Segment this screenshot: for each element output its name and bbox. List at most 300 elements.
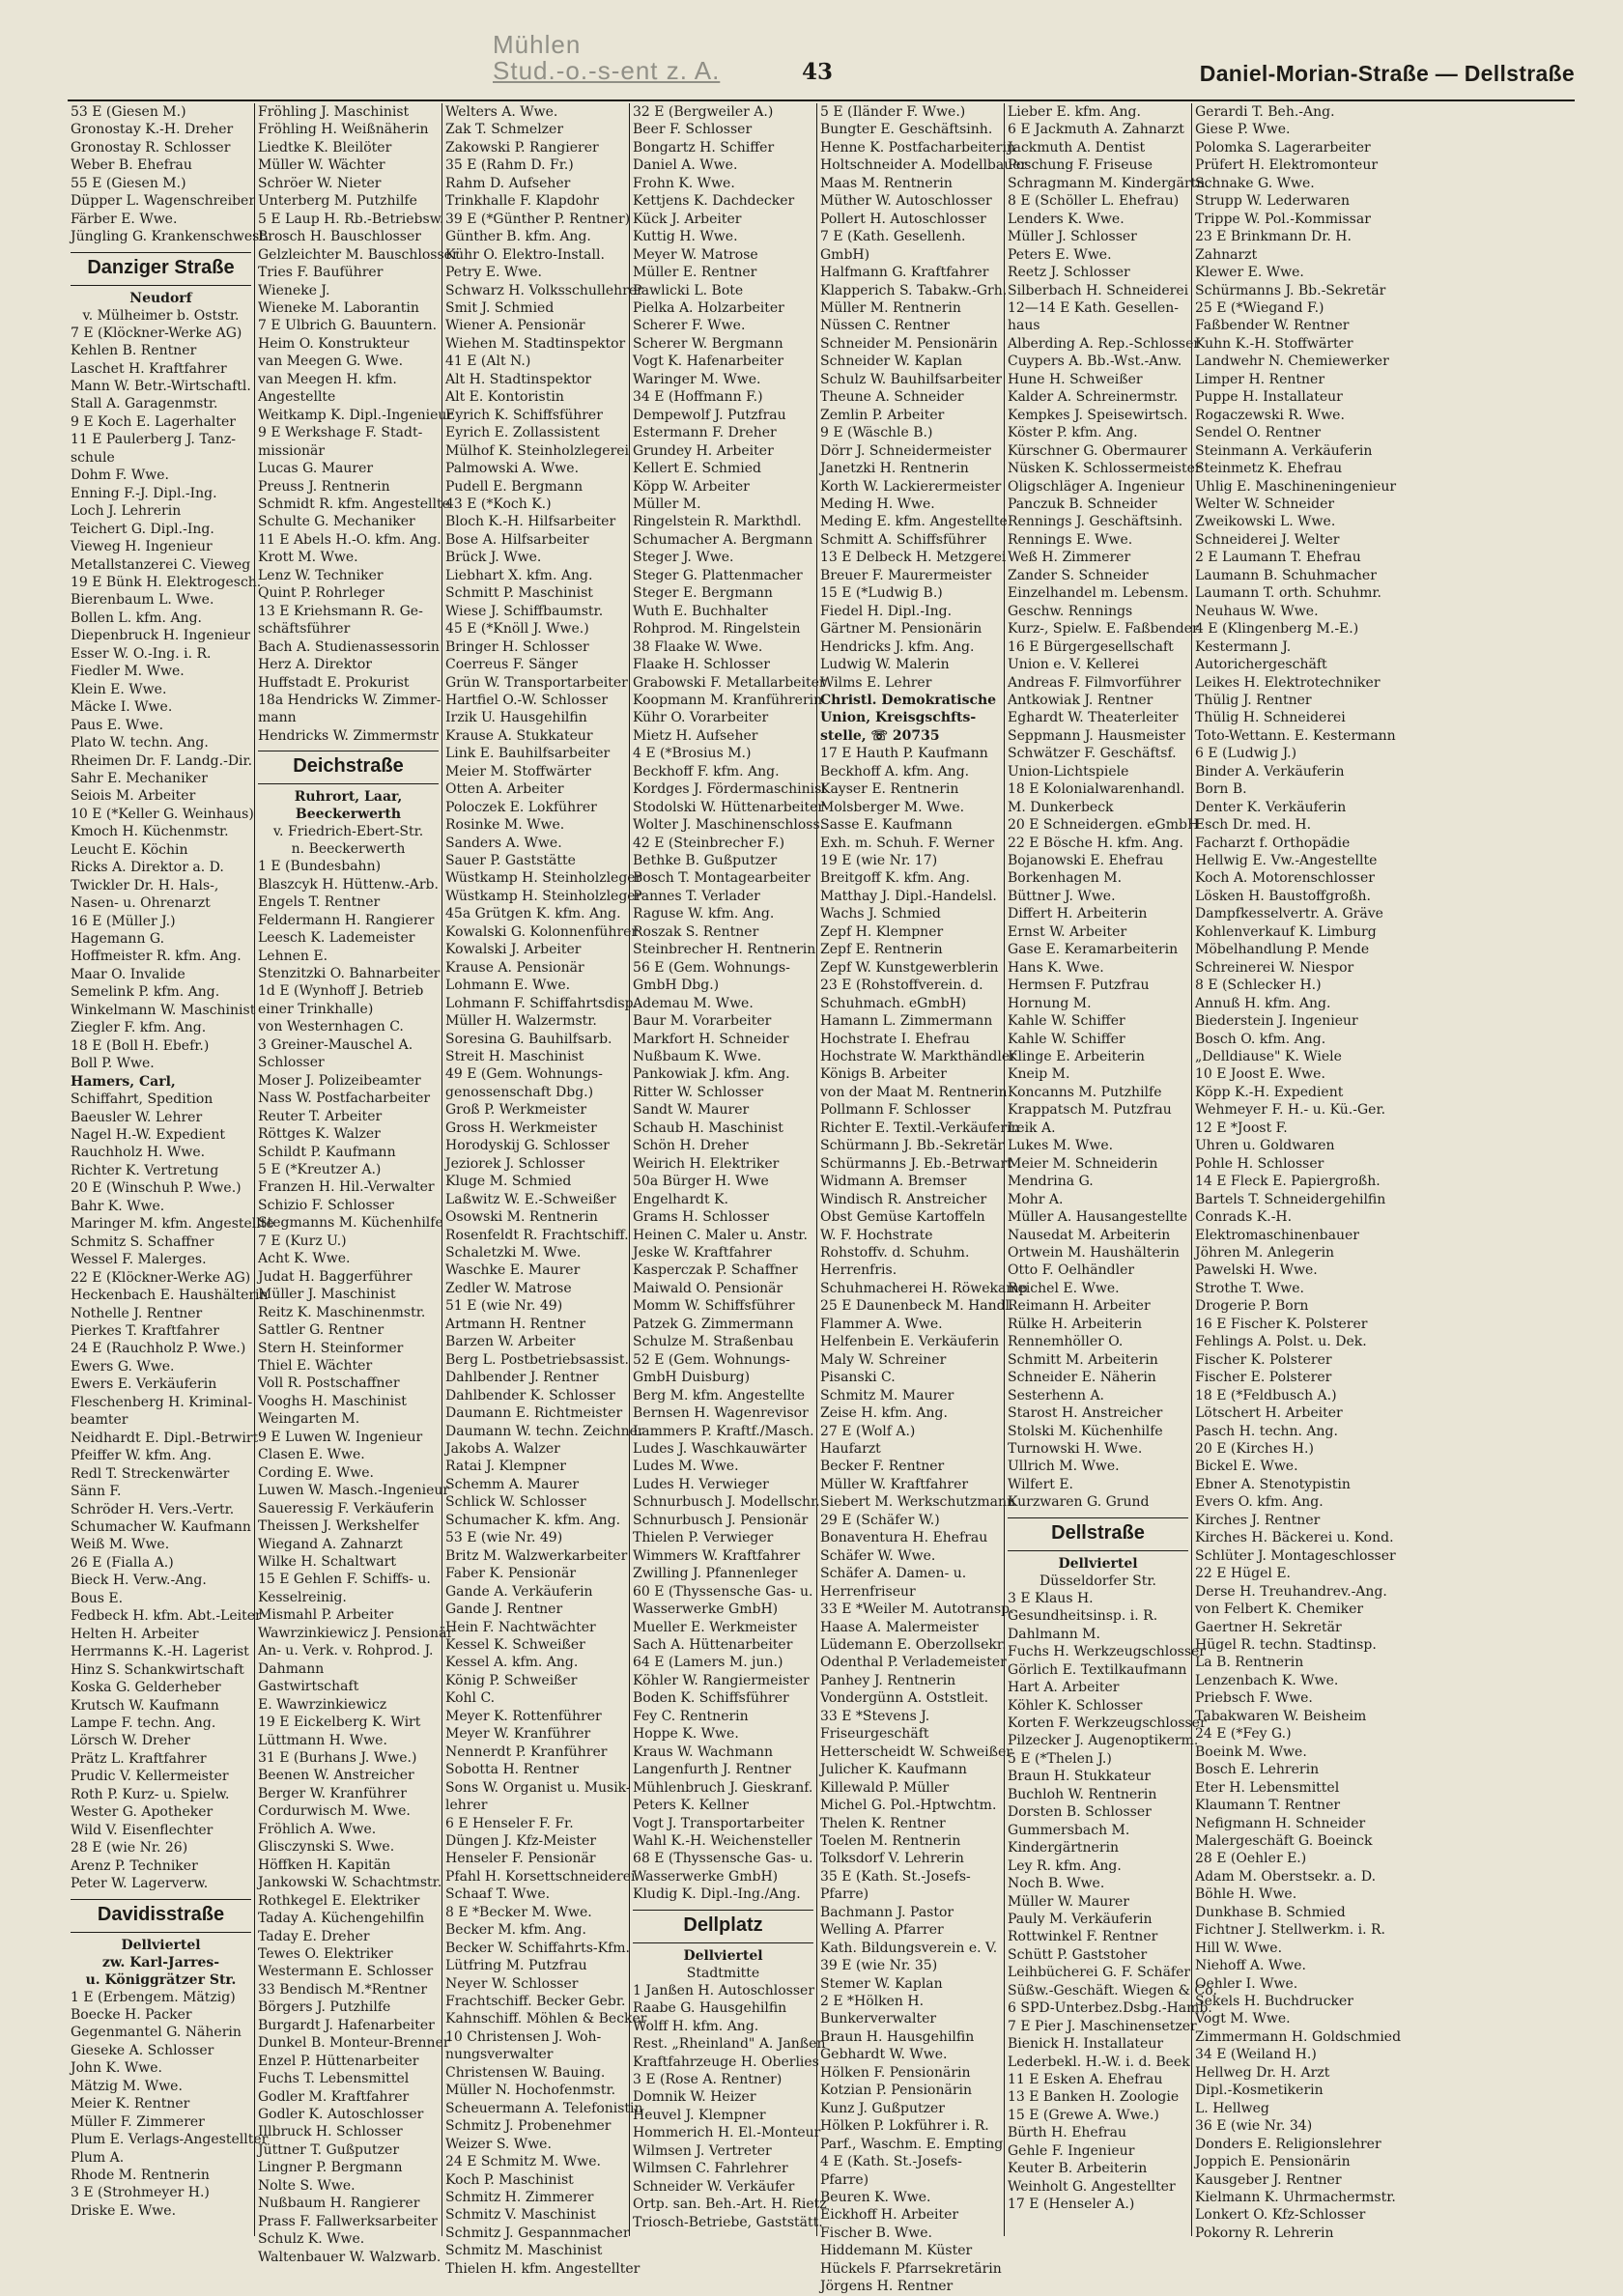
directory-entry: Hölken F. Pensionärin — [820, 2064, 971, 2081]
directory-entry: Schumacher A. Bergmann — [633, 531, 813, 548]
directory-entry: Halfmann G. Kraftfahrer — [820, 265, 989, 281]
directory-entry: 39 E (wie Nr. 35) — [820, 1958, 938, 1974]
directory-entry: Lenz W. Techniker — [258, 567, 384, 583]
directory-entry: 6 E (Ludwig J.) — [1195, 746, 1297, 762]
directory-entry: Taday E. Dreher — [258, 1928, 370, 1944]
directory-entry: Esch Dr. med. H. — [1195, 817, 1312, 834]
directory-entry: Gaertner H. Sekretär — [1195, 1619, 1342, 1635]
directory-entry: 22 E Bösche H. kfm. Ang. — [1008, 835, 1183, 851]
directory-entry: Nagel H.-W. Expedient — [71, 1127, 225, 1144]
directory-entry: Saueressig F. Verkäuferin — [258, 1500, 435, 1516]
directory-entry: Luwen W. Masch.-Ingenieur — [258, 1483, 450, 1499]
directory-entry: Müller W. Wächter — [258, 157, 385, 174]
directory-entry: Schreinerei W. Niespor — [1195, 959, 1354, 976]
directory-entry: Uhren u. Goldwaren — [1195, 1138, 1335, 1154]
directory-entry: Oehler I. Wwe. — [1195, 1975, 1298, 1992]
directory-entry: Schnake G. Wwe. — [1195, 175, 1315, 191]
directory-entry: Seiois M. Arbeiter — [71, 788, 196, 805]
directory-entry: Semelink P. kfm. Ang. — [71, 984, 220, 1001]
directory-entry: Lörsch W. Dreher — [71, 1733, 190, 1749]
directory-entry: Kahle W. Schiffer — [1008, 1013, 1125, 1030]
directory-entry: Schlick W. Schlosser — [445, 1494, 586, 1511]
directory-entry: Quint P. Rohrleger — [258, 585, 384, 602]
directory-entry: Hamann L. Zimmermann — [820, 1013, 993, 1030]
directory-entry: Heinen C. Maler u. Anstr. — [633, 1227, 808, 1243]
directory-entry: 18 E Kolonialwarenhandl. — [1008, 781, 1185, 798]
directory-entry: Kalder A. Schreinermstr. — [1008, 389, 1179, 406]
directory-entry: Driske E. Wwe. — [71, 2202, 177, 2219]
street-heading: Danziger Straße — [71, 252, 251, 286]
directory-entry: Feldermann H. Rangierer — [258, 912, 435, 928]
directory-entry: Koncanns M. Putzhilfe — [1008, 1084, 1162, 1100]
directory-entry: Poschung F. Friseuse — [1008, 157, 1153, 174]
directory-entry: Rhode M. Rentnerin — [71, 2168, 210, 2184]
column-3 — [442, 103, 647, 2277]
directory-entry: Zeise H. kfm. Ang. — [820, 1405, 948, 1422]
directory-entry: Königs B. Arbeiter — [820, 1066, 947, 1083]
handwritten-stamp — [493, 32, 720, 84]
directory-entry: Bojanowski E. Ehefrau — [1008, 853, 1164, 869]
directory-entry: Leikes H. Elektrotechniker — [1195, 674, 1381, 691]
directory-entry: 20 E (Kirches H.) — [1195, 1440, 1314, 1457]
directory-entry: Sasse E. Kaufmann — [820, 817, 953, 834]
street-district: Dellviertel — [683, 1947, 763, 1964]
directory-entry: Evers O. kfm. Ang. — [1195, 1494, 1324, 1511]
directory-entry: Dahlmann M. — [1008, 1626, 1100, 1642]
directory-entry: 18a Hendricks W. Zimmer- — [258, 692, 441, 708]
directory-entry: Flaake H. Schlosser — [633, 657, 770, 673]
street-subheading: n. Beeckerwerth — [291, 841, 406, 858]
directory-entry: Meyer W. Matrose — [633, 246, 758, 263]
directory-entry: Pielka A. Holzarbeiter — [633, 299, 784, 316]
directory-entry: Odenthal P. Verlademeister — [820, 1655, 1007, 1671]
directory-entry: Schmidt R. kfm. Angestellte — [258, 496, 450, 512]
directory-entry: Sänn F. — [71, 1484, 122, 1500]
directory-entry: Schiffahrt, Spedition — [71, 1091, 214, 1108]
directory-entry: Schumacher K. kfm. Ang. — [445, 1512, 621, 1528]
directory-entry: Sons W. Organist u. Musik- — [445, 1779, 631, 1796]
directory-entry: Rosinke M. Wwe. — [445, 817, 565, 834]
directory-entry: 22 E (Klöckner-Werke AG) — [71, 1269, 251, 1286]
directory-entry: Autorichergeschäft — [1195, 657, 1327, 673]
directory-entry: Nolte S. Wwe. — [258, 2177, 356, 2194]
directory-entry: Rennemhöller O. — [1008, 1334, 1124, 1350]
directory-entry: Dorsten B. Schlosser — [1008, 1804, 1152, 1821]
directory-entry: 8 E (Schlecker H.) — [1195, 978, 1322, 994]
directory-entry: Derse H. Treuhandrev.-Ang. — [1195, 1583, 1387, 1600]
directory-entry: Haufarzt — [820, 1440, 881, 1457]
directory-entry: Rheimen Dr. F. Landg.-Dir. — [71, 752, 253, 769]
street-district: u. Königgrätzer Str. — [85, 1971, 237, 1988]
directory-entry: Mühlenbruch J. Gieskranf. — [633, 1779, 813, 1796]
directory-entry: Lüttmann H. Wwe. — [258, 1732, 387, 1748]
directory-entry: Brosch H. Bauschlosser — [258, 229, 421, 245]
directory-entry: Hoppe K. Wwe. — [633, 1726, 739, 1743]
directory-entry: Gehle F. Ingenieur — [1008, 2142, 1135, 2159]
directory-entry: Bosch O. kfm. Ang. — [1195, 1031, 1326, 1047]
directory-entry: Westermann E. Schlosser — [258, 1964, 434, 1980]
directory-entry: Wilmsen J. Vertreter — [633, 2142, 772, 2159]
directory-entry: Schulz W. Bauhilfsarbeiter — [820, 371, 1002, 387]
directory-entry: Kahle W. Schiffer — [1008, 1031, 1125, 1047]
directory-entry: Moser J. Polizeibeamter — [258, 1072, 421, 1089]
directory-entry: 39 E (*Günther P. Rentner) — [445, 211, 631, 227]
directory-entry: Toelen M. Rentnerin — [820, 1832, 961, 1849]
directory-page — [68, 30, 1575, 2295]
directory-entry: 24 E (*Fey G.) — [1195, 1726, 1292, 1743]
columns-container — [68, 103, 1575, 2295]
directory-entry: Heuvel J. Klempner — [633, 2107, 766, 2123]
directory-entry: 36 E (wie Nr. 34) — [1195, 2118, 1313, 2135]
directory-entry: Ortwein M. Haushälterin — [1008, 1245, 1180, 1261]
directory-entry: 7 E (Klöckner-Werke AG) — [71, 325, 242, 341]
directory-entry: Wiener A. Pensionär — [445, 318, 585, 334]
directory-entry: Julicher K. Kaufmann — [820, 1762, 967, 1778]
directory-entry: Lehnen E. — [258, 948, 328, 964]
directory-entry: Mann W. Betr.-Wirtschaftl. — [71, 378, 251, 394]
directory-entry: 35 E (Kath. St.-Josefs- — [820, 1868, 971, 1885]
directory-entry: Hans K. Wwe. — [1008, 959, 1104, 976]
directory-entry: 16 E Bürgergesellschaft — [1008, 638, 1174, 655]
directory-entry: Fehlings A. Polst. u. Dek. — [1195, 1334, 1367, 1350]
directory-entry: 3 E (Rose A. Rentner) — [633, 2072, 783, 2088]
directory-entry: 60 E (Thyssensche Gas- u. — [633, 1583, 813, 1600]
directory-entry: Bieck H. Verw.-Ang. — [71, 1573, 207, 1589]
directory-entry: Wiese J. Schiffbaumstr. — [445, 603, 604, 619]
directory-entry: Müller M. — [633, 496, 701, 512]
directory-entry: Schlüter J. Montageschlosser — [1195, 1547, 1396, 1564]
directory-entry: Widmann A. Bremser — [820, 1174, 967, 1190]
directory-entry: M. Dunkerbeck — [1008, 799, 1114, 815]
directory-entry: Scheuermann A. Telefonistin — [445, 2100, 643, 2116]
directory-entry: Görlich E. Textilkaufmann — [1008, 1661, 1187, 1678]
directory-entry: Schnurbusch J. Pensionär — [633, 1512, 809, 1528]
directory-entry: Becker M. kfm. Ang. — [445, 1922, 586, 1939]
directory-entry: einer Trinkhalle) — [258, 1001, 374, 1017]
directory-entry: 45 E (*Knöll J. Wwe.) — [445, 621, 589, 638]
directory-entry: Obst Gemüse Kartoffeln — [820, 1209, 985, 1226]
page-header — [68, 30, 1575, 101]
directory-entry: Ludwig W. Malerin — [820, 657, 950, 673]
directory-entry: Faßbender W. Rentner — [1195, 318, 1350, 334]
directory-entry: Kayser E. Rentnerin — [820, 781, 959, 798]
directory-entry: Braun H. Hausgehilfin — [820, 2028, 975, 2045]
directory-entry: Geschw. Rennings — [1008, 603, 1133, 619]
directory-entry: Weiß M. Wwe. — [71, 1537, 170, 1553]
directory-entry: Engelhardt K. — [633, 1191, 728, 1207]
directory-entry: 10 E Joost E. Wwe. — [1195, 1066, 1325, 1083]
directory-entry: Matthay J. Dipl.-Handelsl. — [820, 888, 997, 904]
directory-entry: 16 E Fischer K. Polsterer — [1195, 1316, 1368, 1332]
directory-entry: Ringelstein R. Markthdl. — [633, 514, 802, 530]
directory-entry: Stolski M. Küchenhilfe — [1008, 1423, 1163, 1439]
directory-entry: lehrer — [445, 1798, 488, 1814]
directory-entry: Hagemann G. — [71, 931, 165, 948]
directory-entry: Diepenbruck H. Ingenieur — [71, 628, 251, 644]
directory-entry: Ademau M. Wwe. — [633, 995, 754, 1011]
directory-entry: Braun H. Stukkateur — [1008, 1769, 1152, 1785]
directory-entry: Müller E. Rentner — [633, 265, 757, 281]
directory-entry: Rothkegel E. Elektriker — [258, 1892, 420, 1909]
directory-entry: Union-Lichtspiele — [1008, 763, 1129, 780]
directory-entry: Rahm D. Aufseher — [445, 175, 571, 191]
directory-entry: Kraus W. Wachmann — [633, 1743, 774, 1760]
directory-entry: Britz M. Walzwerkarbeiter — [445, 1547, 628, 1564]
directory-entry: Müller H. Walzermstr. — [445, 1013, 597, 1030]
directory-entry: 38 Flaake W. Wwe. — [633, 638, 763, 655]
directory-entry: Zakowski P. Rangierer — [445, 139, 599, 156]
street-subheading: v. Friedrich-Ebert-Str. — [272, 824, 424, 840]
directory-entry: Steinmetz K. Ehefrau — [1195, 461, 1343, 477]
directory-entry: Wahl K.-H. Weichensteller — [633, 1832, 812, 1849]
directory-entry: Zak T. Schmelzer — [445, 122, 564, 138]
directory-entry: 7 E Ulbrich G. Bauuntern. — [258, 318, 438, 334]
directory-entry: Osowski M. Rentnerin — [445, 1209, 598, 1226]
directory-entry: Metallstanzerei C. Vieweg — [71, 556, 251, 573]
directory-entry: Unterberg M. Putzhilfe — [258, 193, 417, 210]
directory-entry: Tewes O. Elektriker — [258, 1945, 393, 1962]
directory-entry: Huffstadt E. Prokurist — [258, 674, 410, 691]
directory-entry: Jörgens H. Rentner — [820, 2279, 954, 2295]
directory-entry: Frachtschiff. Becker Gebr. — [445, 1994, 626, 2010]
directory-entry: Triosch-Betriebe, Gaststätt. — [633, 2214, 823, 2230]
page-number: 43 — [802, 59, 834, 85]
directory-entry: Hart A. Arbeiter — [1008, 1680, 1120, 1696]
directory-entry: Nüsken K. Schlossermeister — [1008, 461, 1202, 477]
directory-entry: Bringer H. Schlosser — [445, 638, 589, 655]
directory-entry: Turnowski H. Wwe. — [1008, 1440, 1143, 1457]
directory-entry: Hinz S. Schankwirtschaft — [71, 1661, 244, 1678]
directory-entry: Keuter B. Arbeiterin — [1008, 2161, 1148, 2177]
directory-entry: Janetzki H. Rentnerin — [820, 461, 969, 477]
directory-entry: 34 E (Weiland H.) — [1195, 2047, 1317, 2063]
directory-entry: Wehmeyer F. H.- u. Kü.-Ger. — [1195, 1102, 1386, 1119]
directory-entry: Oligschläger A. Ingenieur — [1008, 478, 1184, 495]
directory-entry: Kirches J. Rentner — [1195, 1512, 1321, 1528]
directory-entry: Rogaczewski R. Wwe. — [1195, 407, 1345, 423]
directory-entry: Bethke B. Gußputzer — [633, 853, 778, 869]
directory-entry: 6 E Jackmuth A. Zahnarzt — [1008, 122, 1184, 138]
directory-entry: Börgers J. Putzhilfe — [258, 1999, 391, 2016]
directory-entry: Nüssen C. Rentner — [820, 318, 950, 334]
directory-entry: Klapperich S. Tabakw.-Grh. — [820, 282, 1008, 298]
directory-entry: Kettjens K. Dachdecker — [633, 193, 795, 210]
directory-entry: Schaub H. Maschinist — [633, 1120, 783, 1136]
directory-entry: Koopmann M. Kranführerin — [633, 692, 823, 708]
directory-entry: 13 E Kriehsmann R. Ge- — [258, 603, 423, 619]
directory-entry: Leik A. — [1008, 1120, 1056, 1136]
directory-entry: Zepf H. Klempner — [820, 923, 944, 940]
directory-entry: Wasserwerke GmbH) — [633, 1602, 779, 1618]
directory-entry: Müller M. Rentnerin — [820, 299, 961, 316]
directory-entry: Paus E. Wwe. — [71, 717, 164, 733]
directory-entry: 6 E Henseler F. Fr. — [445, 1815, 574, 1831]
directory-entry: Bongartz H. Schiffer — [633, 139, 775, 156]
directory-entry: Schmitz J. Probenehmer — [445, 2118, 612, 2135]
directory-entry: Sach A. Hüttenarbeiter — [633, 1636, 793, 1653]
directory-entry: 33 Bendisch M.*Rentner — [258, 1981, 428, 1998]
directory-entry: Krause A. Stukkateur — [445, 727, 593, 744]
directory-entry: Schmitz S. Schaffner — [71, 1233, 214, 1250]
street-subheading: Stadtmitte — [686, 1965, 760, 1981]
directory-entry: Rohstoffv. d. Schuhm. — [820, 1245, 970, 1261]
directory-entry: Strothe T. Wwe. — [1195, 1280, 1305, 1296]
directory-entry: Steinbrecher H. Rentnerin — [633, 942, 816, 958]
directory-entry: Rennings J. Geschäftsinh. — [1008, 514, 1183, 530]
directory-entry: Fey C. Rentnerin — [633, 1708, 749, 1724]
directory-entry: Dempewolf J. Putzfrau — [633, 407, 786, 423]
directory-entry: schule — [71, 449, 115, 466]
directory-entry: 22 E Hügel E. — [1195, 1566, 1292, 1582]
directory-entry: Hein F. Nachtwächter — [445, 1619, 596, 1635]
directory-entry: Enning F.-J. Dipl.-Ing. — [71, 485, 217, 501]
directory-entry: Weß H. Zimmerer — [1008, 550, 1131, 566]
directory-entry: Eghardt W. Theaterleiter — [1008, 710, 1179, 726]
directory-entry: Biederstein J. Ingenieur — [1195, 1013, 1358, 1030]
directory-entry: Limper H. Rentner — [1195, 371, 1325, 387]
directory-entry: Heckenbach E. Haushälterin — [71, 1288, 269, 1304]
directory-entry: Thielen H. kfm. Angestellter — [445, 2260, 641, 2277]
directory-entry: Thülig H. Schneiderei — [1195, 710, 1346, 726]
directory-entry: Thülig J. Rentner — [1195, 692, 1312, 708]
directory-entry: Beer F. Schlosser — [633, 122, 753, 138]
directory-entry: 5 E (Iländer F. Wwe.) — [820, 104, 966, 120]
directory-entry: Pfahl H. Korsettschneiderei — [445, 1868, 636, 1885]
directory-entry: Dahlbender J. Rentner — [445, 1370, 599, 1386]
street-heading: Davidisstraße — [71, 1899, 251, 1933]
directory-entry: Differt H. Arbeiterin — [1008, 906, 1148, 922]
directory-entry: 64 E (Lamers M. jun.) — [633, 1655, 783, 1671]
directory-entry: Rosenfeldt R. Frachtschiff. — [445, 1227, 629, 1243]
directory-entry: Antkowiak J. Rentner — [1008, 692, 1153, 708]
directory-entry: Mueller E. Werkmeister — [633, 1619, 797, 1635]
directory-entry: Malergeschäft G. Boeinck — [1195, 1832, 1373, 1849]
directory-entry: Welling A. Pfarrer — [820, 1922, 944, 1939]
directory-entry: Schürmann J. Bb.-Sekretär — [820, 1138, 1005, 1154]
directory-entry: Laumann T. orth. Schuhmr. — [1195, 585, 1381, 602]
column-6 — [1005, 103, 1217, 2236]
directory-entry: Weinholt G. Angestellter — [1008, 2178, 1176, 2195]
directory-entry: Andreas F. Filmvorführer — [1008, 674, 1182, 691]
directory-entry: Müller A. Hausangestellte — [1008, 1209, 1188, 1226]
directory-entry: Roszak S. Rentner — [633, 923, 759, 940]
directory-entry: 2 E Laumann T. Ehefrau — [1195, 550, 1361, 566]
directory-entry: Gastwirtschaft — [258, 1679, 359, 1695]
directory-entry: Fichtner J. Stellwerkm. i. R. — [1195, 1922, 1385, 1939]
directory-entry: 1 Janßen H. Autoschlosser — [633, 1982, 815, 1998]
directory-entry: Helfenbein E. Verkäuferin — [820, 1334, 1000, 1350]
directory-entry: Becker W. Schiffahrts-Kfm. — [445, 1940, 631, 1956]
directory-entry: Lohmann F. Schiffahrtsdisp. — [445, 995, 639, 1011]
directory-entry: Lukes M. Wwe. — [1008, 1138, 1114, 1154]
directory-entry: Tries F. Bauführer — [258, 265, 384, 281]
directory-entry: Sauer P. Gaststätte — [445, 853, 576, 869]
directory-entry: Schmitz V. Maschinist — [445, 2207, 596, 2224]
directory-entry: Ludes H. Verwieger — [633, 1476, 769, 1492]
directory-entry: Zedler W. Matrose — [445, 1280, 572, 1296]
directory-entry: Hill W. Wwe. — [1195, 1940, 1283, 1956]
directory-entry: 24 E Schmitz M. Wwe. — [445, 2154, 601, 2170]
directory-entry: Cordurwisch M. Wwe. — [258, 1803, 411, 1820]
directory-entry: 17 E (Henseler A.) — [1008, 2197, 1135, 2213]
directory-entry: 7 E Pier J. Maschinensetzer — [1008, 2018, 1197, 2034]
directory-entry: Mätzig M. Wwe. — [71, 2078, 183, 2094]
directory-entry: Boeink M. Wwe. — [1195, 1743, 1307, 1760]
directory-entry: Theissen J. Werkshelfer — [258, 1518, 419, 1535]
directory-entry: Kowalski J. Arbeiter — [445, 942, 582, 958]
directory-entry: Mismahl P. Arbeiter — [258, 1607, 394, 1624]
directory-entry: Uhlig E. Maschineningenieur — [1195, 478, 1397, 495]
directory-entry: Hochstrate W. Markthändler — [820, 1049, 1016, 1065]
directory-entry: Laumann B. Schuhmacher — [1195, 567, 1377, 583]
directory-entry: Wessel F. Malerges. — [71, 1252, 207, 1268]
directory-entry: Fischer B. Wwe. — [820, 2225, 932, 2241]
page-title: Daniel-Morian-Straße — Dellstraße — [1199, 61, 1575, 86]
directory-entry: Strupp W. Lederwaren — [1195, 193, 1350, 210]
directory-entry-highlight: Christl. Demokratische — [820, 692, 997, 708]
directory-entry: Mohr A. — [1008, 1191, 1064, 1207]
directory-entry: Wieneke J. — [258, 282, 330, 298]
directory-entry: Mülhof K. Steinholzlegerei — [445, 442, 630, 459]
directory-entry: Bach A. Studienassessorin — [258, 638, 440, 655]
directory-entry: Petry E. Wwe. — [445, 265, 542, 281]
directory-entry: Liedtke K. Bleilöter — [258, 139, 392, 156]
directory-entry: Maiwald O. Pensionär — [633, 1280, 783, 1296]
directory-entry: Prudic V. Kellermeister — [71, 1769, 229, 1785]
directory-entry: Zwilling J. Pfannenleger — [633, 1566, 798, 1582]
directory-entry: L. Hellweg — [1195, 2100, 1269, 2116]
directory-entry: Sobotta H. Rentner — [445, 1762, 580, 1778]
directory-entry: Vondergünn A. Oststleit. — [820, 1690, 989, 1707]
directory-entry: Alt H. Stadtinspektor — [445, 371, 592, 387]
directory-entry: Mietz H. Aufseher — [633, 727, 758, 744]
directory-entry: Hellweg Dr. H. Arzt — [1195, 2064, 1330, 2081]
directory-entry: Daumann W. techn. Zeichner — [445, 1423, 644, 1439]
directory-entry: Kestermann J. — [1195, 638, 1292, 655]
directory-entry: Höffken H. Kapitän — [258, 1857, 391, 1873]
directory-entry: Lampe F. techn. Ang. — [71, 1715, 216, 1731]
directory-entry: Bosch E. Lehrerin — [1195, 1762, 1320, 1778]
directory-entry: Pfarre) — [820, 2171, 869, 2188]
directory-entry: Kuttig H. Wwe. — [633, 229, 738, 245]
directory-entry-highlight: Union, Kreisgschfts- — [820, 710, 977, 726]
directory-entry: 32 E (Bergweiler A.) — [633, 104, 774, 120]
directory-entry: Laschet H. Kraftfahrer — [71, 360, 227, 377]
directory-entry: Schneider W. Verkäufer — [633, 2178, 795, 2195]
directory-entry: 15 E (Grewe A. Wwe.) — [1008, 2107, 1159, 2123]
directory-entry: Fröhlich A. Wwe. — [258, 1821, 377, 1837]
directory-entry: Leihbücherei G. F. Schäfer — [1008, 1965, 1191, 1981]
directory-entry: Schürmanns J. Eb.-Betrwart — [820, 1155, 1012, 1172]
directory-entry: Smit J. Schmied — [445, 299, 555, 316]
directory-entry: Kunz J. Gußputzer — [820, 2100, 945, 2116]
directory-entry: Soresina G. Bauhilfsarb. — [445, 1031, 612, 1047]
directory-entry: Müther W. Autoschlosser — [820, 193, 992, 210]
directory-entry: Pawelski H. Wwe. — [1195, 1262, 1318, 1279]
directory-entry: Henne K. Postfacharbeiterin — [820, 139, 1015, 156]
column-1 — [68, 103, 274, 2236]
directory-entry: Rülke H. Arbeiterin — [1008, 1316, 1142, 1332]
directory-entry: Panhey J. Rentnerin — [820, 1672, 956, 1688]
directory-entry: 14 E Fleck E. Papiergroßh. — [1195, 1174, 1381, 1190]
directory-entry: Krappatsch M. Putzfrau — [1008, 1102, 1172, 1119]
directory-entry: Meding E. kfm. Angestellte — [820, 514, 1008, 530]
directory-entry: Müller J. Schlosser — [1008, 229, 1137, 245]
directory-entry: Köpp W. Arbeiter — [633, 478, 750, 495]
directory-entry: Weirich H. Elektriker — [633, 1155, 780, 1172]
directory-entry: Polomka S. Lagerarbeiter — [1195, 139, 1371, 156]
directory-entry: 8 E (Schöller L. Ehefrau) — [1008, 193, 1180, 210]
